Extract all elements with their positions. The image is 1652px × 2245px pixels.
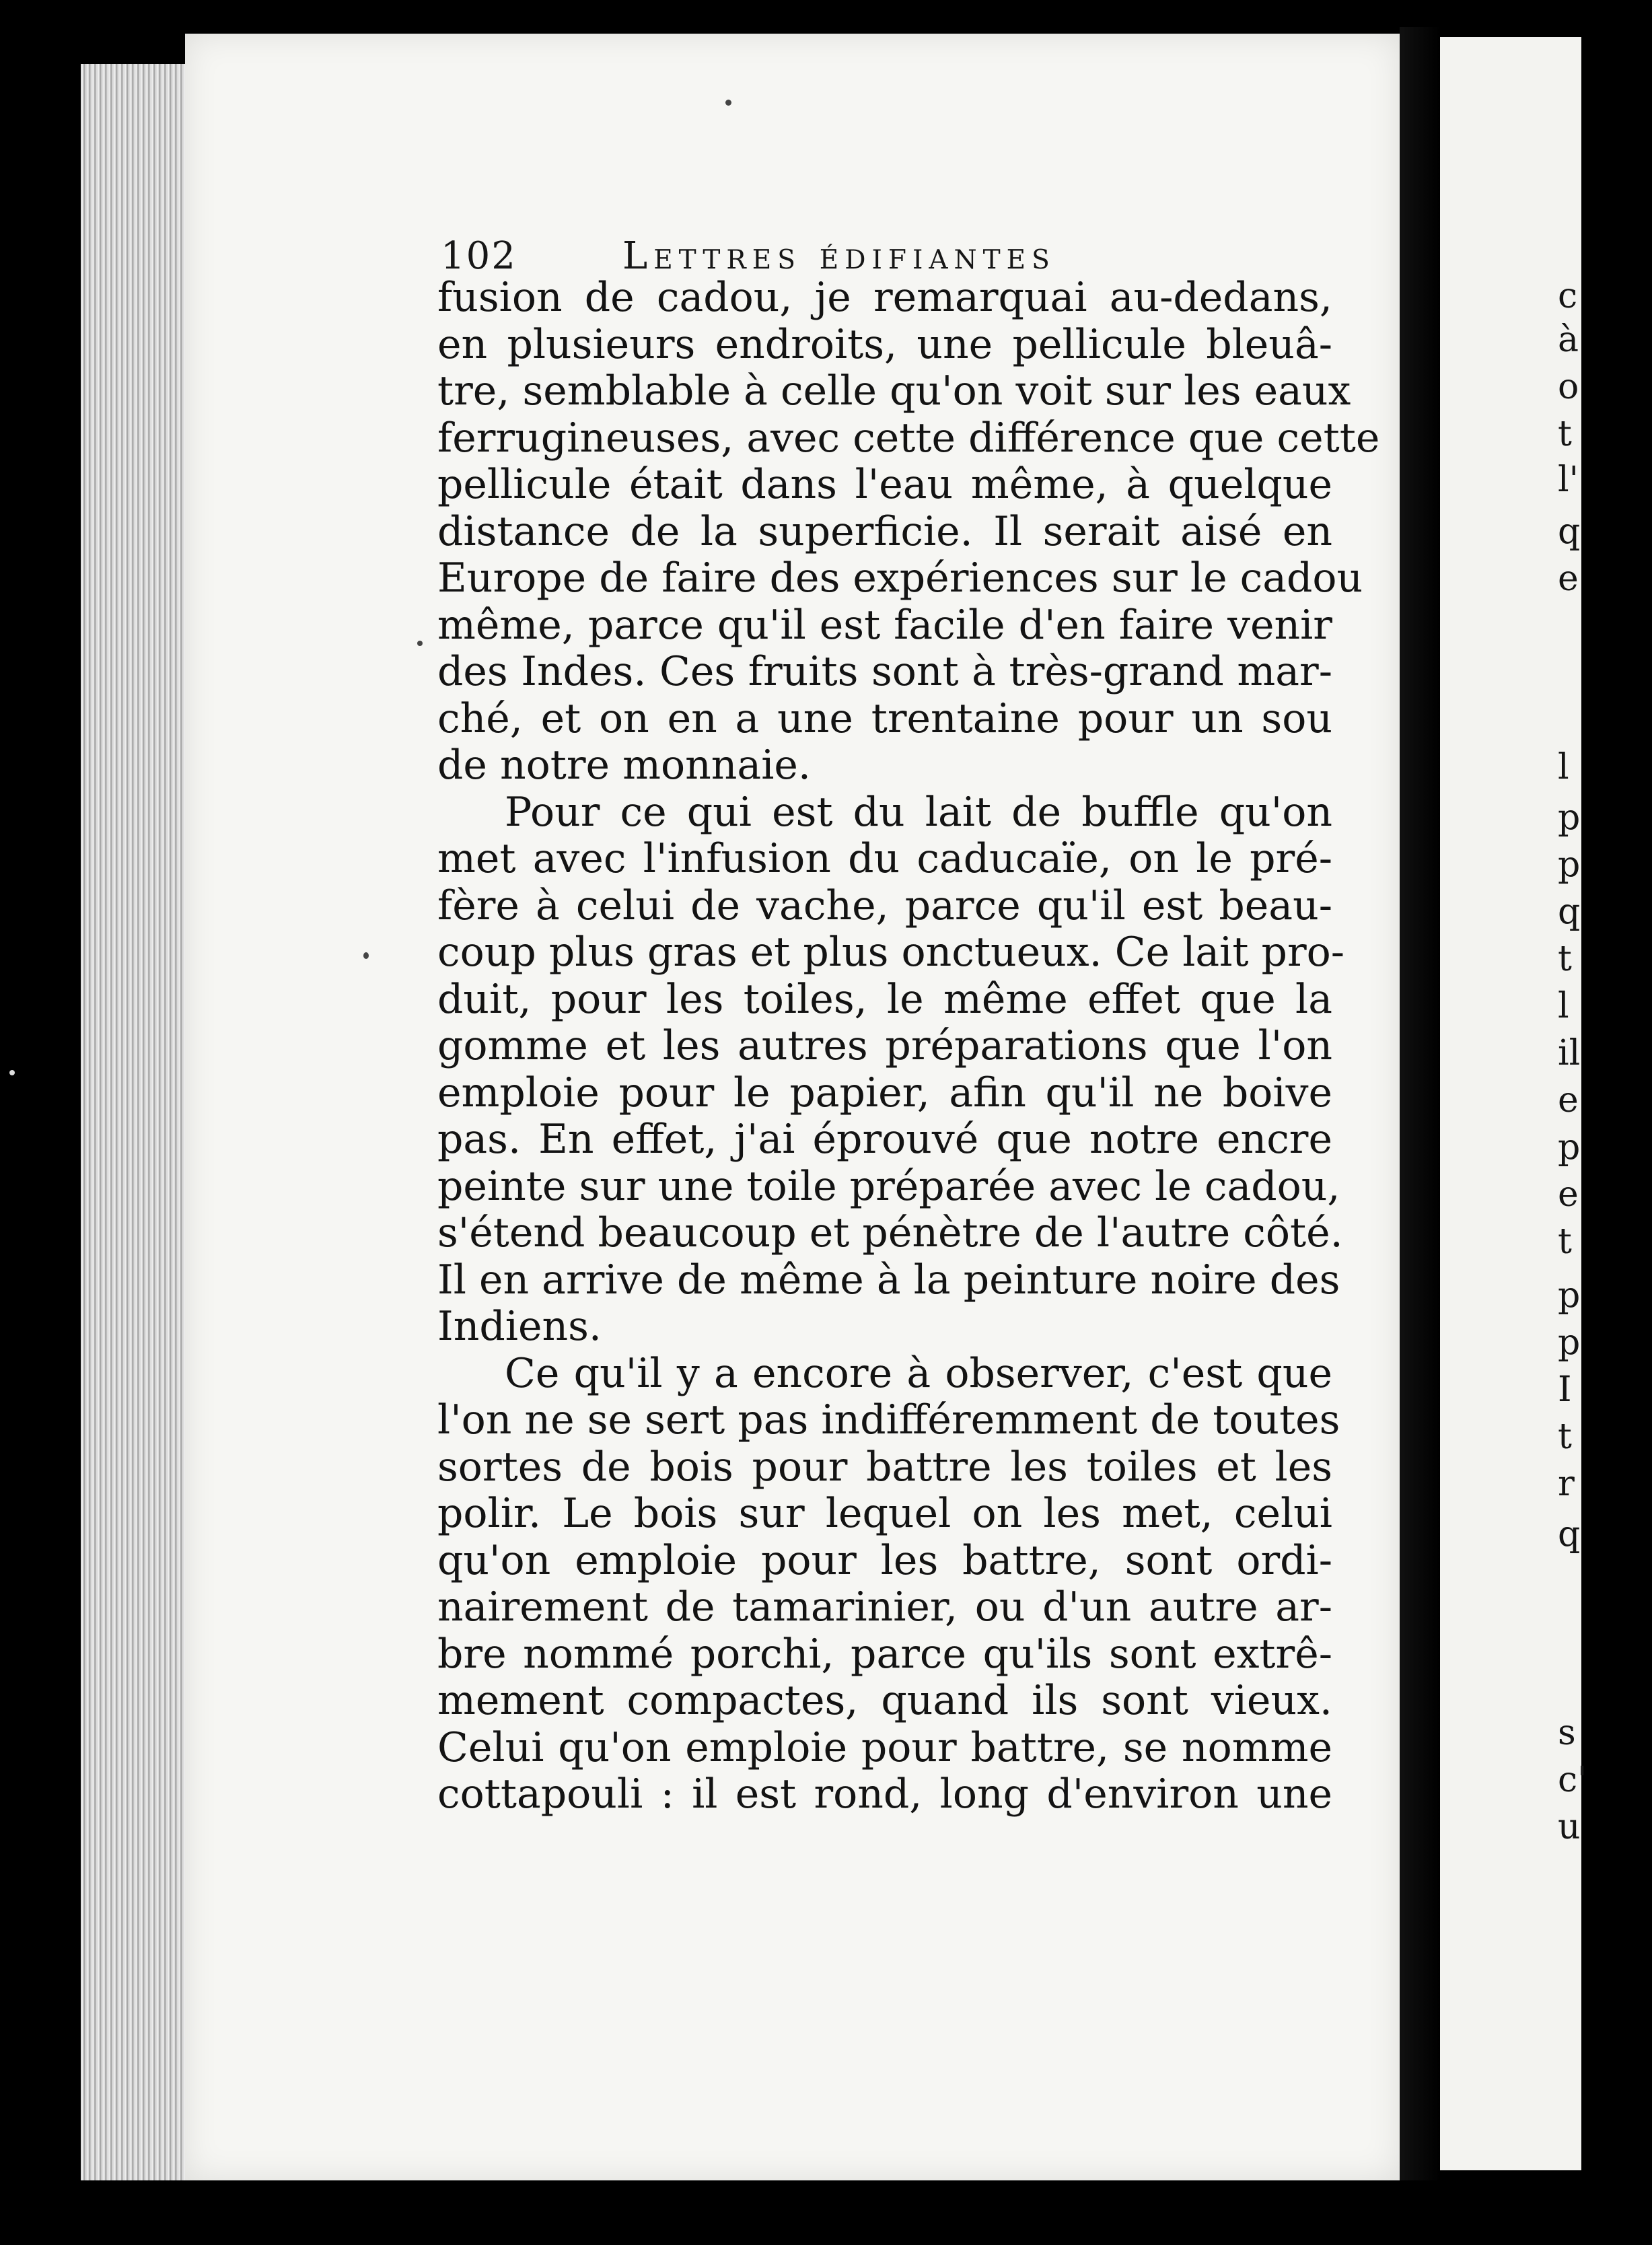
page-number: 102 xyxy=(441,234,517,278)
facing-fragment: à xyxy=(1558,320,1579,360)
text-line: bre nommé porchi, parce qu'ils sont extrê- xyxy=(437,1630,1332,1678)
dust-speck xyxy=(417,641,423,646)
facing-page xyxy=(1440,37,1587,2170)
text-line: mement compactes, quand ils sont vieux. xyxy=(437,1677,1332,1724)
facing-fragment: u xyxy=(1558,1807,1581,1847)
text-line: distance de la superficie. Il serait aisé en xyxy=(437,507,1332,555)
facing-fragment: o xyxy=(1558,367,1579,407)
text-line: coup plus gras et plus onctueux. Ce lait pro- xyxy=(437,929,1345,976)
facing-fragment: c' xyxy=(1558,1760,1587,1800)
text-line: met avec l'infusion du caducaïe, on le pré- xyxy=(437,835,1332,882)
body-text xyxy=(437,274,1380,1818)
facing-fragment: p xyxy=(1558,845,1581,885)
facing-fragment: t xyxy=(1558,1417,1572,1457)
facing-fragment: q xyxy=(1558,511,1581,552)
facing-fragment: q xyxy=(1558,1514,1581,1555)
text-line: même, parce qu'il est facile d'en faire venir xyxy=(437,601,1332,649)
facing-fragment: s xyxy=(1558,1713,1576,1753)
facing-fragment: t xyxy=(1558,414,1572,454)
text-line: Il en arrive de même à la peinture noire des xyxy=(437,1256,1340,1304)
text-line: fère à celui de vache, parce qu'il est beau- xyxy=(437,882,1332,929)
text-line: de notre monnaie. xyxy=(437,742,811,789)
text-line: nairement de tamarinier, ou d'un autre ar- xyxy=(437,1583,1332,1631)
text-line: peinte sur une toile préparée avec le cadou, xyxy=(437,1162,1340,1210)
text-line: cottapouli : il est rond, long d'environ une xyxy=(437,1771,1332,1818)
facing-fragment: e xyxy=(1558,1080,1579,1120)
text-line: Pour ce qui est du lait de buffle qu'on xyxy=(505,788,1332,836)
facing-fragment: e xyxy=(1558,559,1579,599)
text-line: Indiens. xyxy=(437,1303,602,1350)
facing-fragment: l xyxy=(1558,747,1569,787)
facing-fragment: l' xyxy=(1558,460,1579,500)
text-line: fusion de cadou, je remarquai au-dedans, xyxy=(437,274,1332,321)
facing-fragment: t xyxy=(1558,939,1572,979)
text-line: en plusieurs endroits, une pellicule bleuâ- xyxy=(437,320,1332,368)
text-line: Celui qu'on emploie pour battre, se nomme xyxy=(437,1723,1332,1771)
text-line: duit, pour les toiles, le même effet que la xyxy=(437,975,1332,1023)
facing-fragment: l xyxy=(1558,986,1569,1026)
text-line: pas. En effet, j'ai éprouvé que notre encre xyxy=(437,1116,1332,1163)
text-line: ché, et on en a une trentaine pour un sou xyxy=(437,694,1332,742)
text-line: tre, semblable à celle qu'on voit sur les eaux xyxy=(437,367,1351,415)
text-line: Ce qu'il y a encore à observer, c'est que xyxy=(505,1349,1332,1397)
text-line: gomme et les autres préparations que l'on xyxy=(437,1022,1332,1069)
facing-fragment: q xyxy=(1558,892,1581,932)
text-line: qu'on emploie pour les battre, sont ordi- xyxy=(437,1536,1332,1584)
facing-fragment: c xyxy=(1558,276,1578,316)
text-line: polir. Le bois sur lequel on les met, celui xyxy=(437,1490,1332,1537)
facing-fragment: p xyxy=(1558,1127,1581,1168)
facing-fragment: t xyxy=(1558,1221,1572,1262)
running-title: Lettres édifiantes xyxy=(622,234,1056,278)
dust-speck xyxy=(9,1070,15,1075)
text-line: l'on ne se sert pas indifféremment de toutes xyxy=(437,1396,1340,1444)
text-line: ferrugineuses, avec cette différence que cette xyxy=(437,414,1380,462)
text-line: des Indes. Ces fruits sont à très-grand mar- xyxy=(437,648,1332,695)
text-line: sortes de bois pour battre les toiles et les xyxy=(437,1443,1332,1491)
facing-fragment: e xyxy=(1558,1174,1579,1215)
text-line: Europe de faire des expériences sur le cadou xyxy=(437,555,1363,602)
text-line: pellicule était dans l'eau même, à quelque xyxy=(437,461,1332,508)
text-line: s'étend beaucoup et pénètre de l'autre côté. xyxy=(437,1209,1343,1256)
facing-fragment: p xyxy=(1558,1322,1581,1363)
text-line: emploie pour le papier, afin qu'il ne boive xyxy=(437,1069,1332,1116)
book-gutter xyxy=(1400,27,1440,2180)
facing-fragment: p xyxy=(1558,1275,1581,1316)
dust-speck xyxy=(363,952,369,959)
facing-fragment: il xyxy=(1558,1033,1581,1073)
facing-fragment: p xyxy=(1558,797,1581,838)
dust-speck xyxy=(725,100,731,106)
facing-fragment: r xyxy=(1558,1464,1575,1504)
facing-fragment: I xyxy=(1558,1369,1572,1410)
